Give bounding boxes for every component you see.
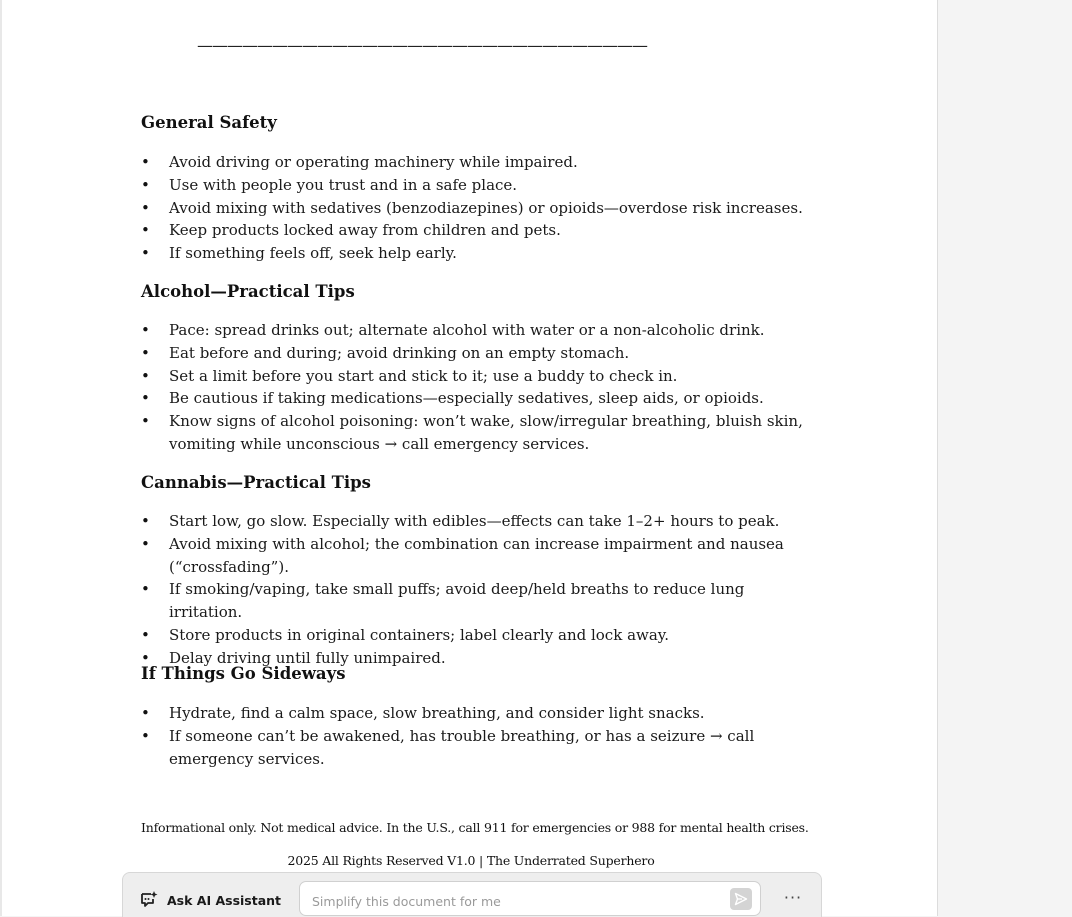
more-options-icon: ··· <box>783 888 803 907</box>
list-item: • Delay driving until fully unimpaired. <box>141 647 806 670</box>
list-item: • Avoid mixing with alcohol; the combination can increase impairment and nausea (“crossfading”). <box>141 533 806 579</box>
document-page <box>2 0 938 916</box>
list-item: • Store products in original containers; label clearly and lock away. <box>141 624 806 647</box>
list-item: • Pace: spread drinks out; alternate alcohol with water or a non-alcoholic drink. <box>141 319 806 342</box>
list-item: • If something feels off, seek help early. <box>141 242 806 265</box>
list-alcohol <box>141 319 806 456</box>
send-icon <box>734 892 748 906</box>
list-cannabis <box>141 510 806 670</box>
list-item: • Set a limit before you start and stick to it; use a buddy to check in. <box>141 365 806 388</box>
right-side-panel <box>938 0 1072 916</box>
more-options-button[interactable] <box>781 888 805 908</box>
disclaimer-footnote: Informational only. Not medical advice. In the U.S., call 911 for emergencies or 988 for mental health crises. <box>141 820 809 835</box>
list-item: • Start low, go slow. Especially with edibles—effects can take 1–2+ hours to peak. <box>141 510 806 533</box>
section-heading-cannabis: Cannabis—Practical Tips <box>141 473 371 492</box>
section-heading-general-safety: General Safety <box>141 113 277 132</box>
list-if-things-go-sideways <box>141 702 806 770</box>
section-heading-if-things-go-sideways: If Things Go Sideways <box>141 664 346 683</box>
list-item: • Know signs of alcohol poisoning: won’t wake, slow/irregular breathing, bluish skin, vomiting while unconscious → call emergency services. <box>141 410 806 456</box>
ask-ai-assistant-button[interactable] <box>139 890 281 910</box>
horizontal-rule: —————————————————————————————— <box>197 36 647 55</box>
ai-prompt-input[interactable] <box>310 890 724 912</box>
list-item: • Be cautious if taking medications—especially sedatives, sleep aids, or opioids. <box>141 387 806 410</box>
list-item: • Eat before and during; avoid drinking on an empty stomach. <box>141 342 806 365</box>
list-item: • Hydrate, find a calm space, slow breathing, and consider light snacks. <box>141 702 806 725</box>
list-item: • If someone can’t be awakened, has trouble breathing, or has a seizure → call emergency services. <box>141 725 806 771</box>
list-item: • Use with people you trust and in a safe place. <box>141 174 806 197</box>
copyright-line: 2025 All Rights Reserved V1.0 | The Underrated Superhero <box>287 853 655 868</box>
ai-assistant-bar <box>122 872 822 917</box>
section-heading-alcohol: Alcohol—Practical Tips <box>141 282 355 301</box>
send-button[interactable] <box>730 888 752 910</box>
list-general-safety <box>141 151 806 265</box>
list-item: • Avoid mixing with sedatives (benzodiazepines) or opioids—overdose risk increases. <box>141 197 806 220</box>
ai-chat-sparkle-icon <box>139 890 159 910</box>
list-item: • Avoid driving or operating machinery while impaired. <box>141 151 806 174</box>
list-item: • Keep products locked away from children and pets. <box>141 219 806 242</box>
ask-ai-assistant-label: Ask AI Assistant <box>167 892 282 908</box>
list-item: • If smoking/vaping, take small puffs; avoid deep/held breaths to reduce lung irritation. <box>141 578 806 624</box>
ai-prompt-field-container <box>299 881 761 916</box>
